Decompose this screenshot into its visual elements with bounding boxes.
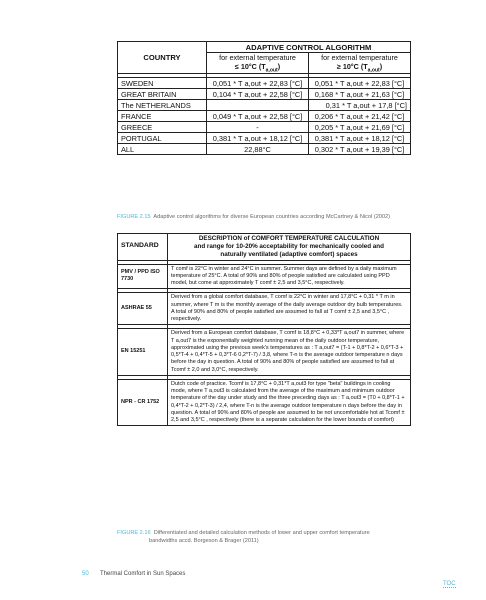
col-header-low: for external temperature ≤ 10°C $(T_{a,out})$ <box>207 53 309 74</box>
standard-cell: NPR - CR 1752 <box>118 379 168 426</box>
formula-low: 0,049 * T a,out + 22,58 [°C] <box>207 111 309 122</box>
country-cell: PORTUGAL <box>118 133 207 144</box>
standard-cell: EN 15251 <box>118 329 168 376</box>
country-cell: SWEDEN <box>118 78 207 89</box>
table-row <box>118 78 411 89</box>
standard-header: STANDARD <box>118 234 168 261</box>
description-cell: Dutch code of practice. Tcomf is 17,8°C + 0,31*T a,out3 for type "beta" buildings in cooling mode, where T a,out3 is calculated from the average of the maximum and minimum outdoor temperature of the day under study and the three preceding days as : T a,out3 = (T0 + 0,8*T-1 + 0,4*T-2 + 0,2*T-3) / 2,4, where T-n is the average outdoor temperature n days before the day in question. A total of 90% and 80% of people are assumed to be not uncomfortable hot at Tcomf ± 2,5 and 3,5°C , respectively (there is a separate calculation for the lower bounds of comfort) <box>168 379 411 426</box>
figure-label: FIGURE 2.15 <box>117 214 151 220</box>
formula-high: 0,206 * T a,out + 21,42 [°C] <box>309 111 411 122</box>
country-header: COUNTRY <box>118 42 207 74</box>
table-row <box>118 133 411 144</box>
country-cell: FRANCE <box>118 111 207 122</box>
description-cell: T comf is 22°C in winter and 24°C in summer. Summer days are defined by a daily maximum temperature of 25°C. A total of 90% and 80% of people satisfied are calculated using PPD model, but come at approximately T comf ± 2,5 and 3,5°C, respectively. <box>168 264 411 289</box>
toc-link[interactable]: TOC <box>443 581 456 587</box>
country-cell: ALL <box>118 144 207 155</box>
running-title: Thermal Comfort in Sun Spaces <box>100 571 186 577</box>
table-row <box>118 144 411 155</box>
caption-text: bandwidths accd. Borgeson & Brager (2011) <box>149 537 259 544</box>
country-cell: GREECE <box>118 122 207 133</box>
table-row <box>118 264 411 289</box>
description-cell: Derived from a European comfort database, T comf is 18,8°C + 0,33*T a,out7 in summer, where T a,out7 is the exponentially weighted running mean of the daily outdoor temperature, approximated using the previous week's temperatures as : T a,out7 = (T-1 + 0,8*T-2 + 0,6*T-3 + 0,5*T-4 + 0,4*T-5 + 0,3*T-6 0,2*T-7) / 3,8, where T-n is the average outdoor temperature n days before the day in question. A total of 90% and 80% of people satisfied are assumed to fall at Tcomf ± 2,0 and 3,0°C, respectively. <box>168 329 411 376</box>
table-row <box>118 122 411 133</box>
table-row <box>118 293 411 325</box>
figure-caption-1 <box>117 214 390 220</box>
formula-low: 0,381 * T a,out + 18,12 [°C] <box>207 133 309 144</box>
standard-cell: PMV / PPD ISO 7730 <box>118 264 168 289</box>
table-row <box>118 379 411 426</box>
table-row <box>118 329 411 376</box>
formula-low: - <box>207 122 309 133</box>
standard-cell: ASHRAE 55 <box>118 293 168 325</box>
formula-low <box>207 100 309 111</box>
formula-high: 0,381 * T a,out + 18,12 [°C] <box>309 133 411 144</box>
caption-text: Adaptive control algorithms for diverse European countries according McCartney & Nicol (2002) <box>153 214 390 220</box>
formula-low: 0,051 * T a,out + 22,83 [°C] <box>207 78 309 89</box>
formula-low: 0,104 * T a,out + 22,58 [°C] <box>207 89 309 100</box>
table1-title: ADAPTIVE CONTROL ALGORITHM <box>207 42 411 53</box>
caption-text: Differentiated and detailed calculation methods of lower and upper comfort temperature <box>153 530 370 536</box>
formula-high: 0,051 * T a,out + 22,83 [°C] <box>309 78 411 89</box>
formula-high: 0,31 * T a,out + 17,8 [°C] <box>309 100 411 111</box>
table-row <box>118 89 411 100</box>
formula-high: 0,168 * T a,out + 21,63 [°C] <box>309 89 411 100</box>
figure-caption-2 <box>117 530 370 545</box>
country-cell: The NETHERLANDS <box>118 100 207 111</box>
table-row <box>118 111 411 122</box>
formula-low: 22,88°C <box>207 144 309 155</box>
formula-high: 0,205 * T a,out + 21,69 [°C] <box>309 122 411 133</box>
comfort-calculation-table <box>117 233 411 426</box>
country-cell: GREAT BRITAIN <box>118 89 207 100</box>
formula-high: 0,302 * T a,out + 19,39 [°C] <box>309 144 411 155</box>
figure-label: FIGURE 2.16 <box>117 530 151 536</box>
adaptive-control-table <box>117 41 411 155</box>
table2-title: DESCRIPTION of COMFORT TEMPERATURE CALCULATION and range for 10-20% acceptability for mechanically cooled and naturally ventilated (adaptive comfort) spaces <box>168 234 411 261</box>
page-number: 50 <box>82 571 89 577</box>
description-cell: Derived from a global comfort database, T comf is 22°C in winter and 17,8°C + 0,31 * T m in summer, where T m is the monthly average of the daily average outdoor dry bulb temperatures. A total of 90% and 80% of people satisfied are assumed to fall at T comf ± 2,5 and 3,5°C , respectively. <box>168 293 411 325</box>
table-row <box>118 100 411 111</box>
col-header-high: for external temperature ≥ 10°C $(T_{a,out})$ <box>309 53 411 74</box>
